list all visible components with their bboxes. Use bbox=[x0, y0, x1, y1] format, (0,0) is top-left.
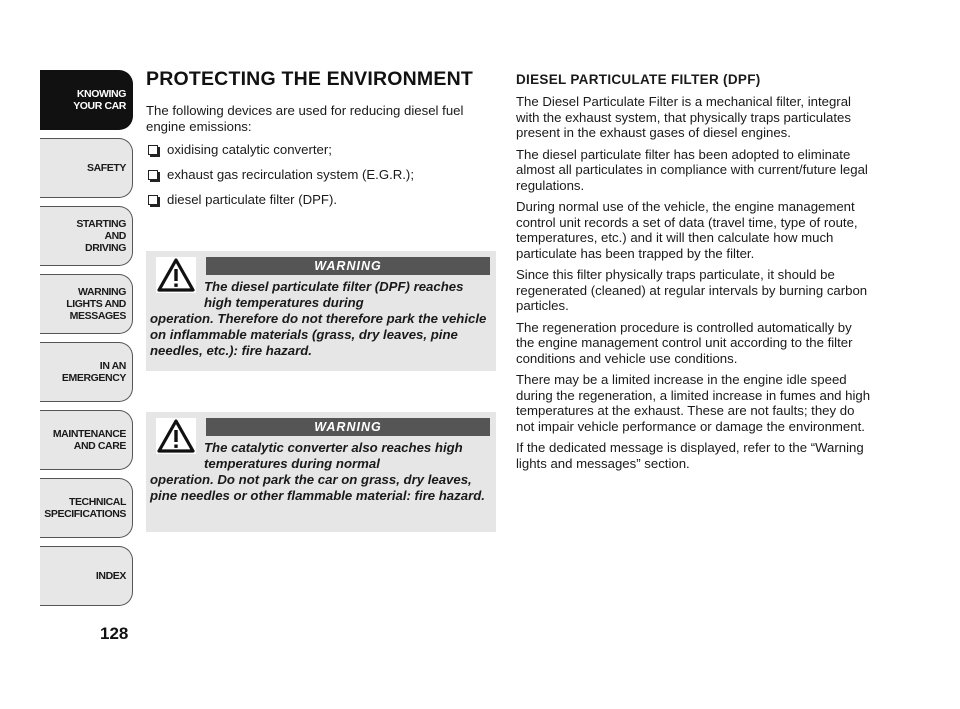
tab-label: INDEX bbox=[95, 569, 126, 582]
tab-label: SAFETY bbox=[86, 161, 126, 174]
checkbox-bullet-icon bbox=[148, 145, 158, 155]
paragraph: Since this filter physically traps particulate, it should be regenerated (cleaned) at regular intervals by burning carbon particles. bbox=[516, 267, 868, 313]
tab-label: KNOWING YOUR CAR bbox=[73, 87, 126, 112]
paragraph: If the dedicated message is displayed, refer to the “Warning lights and messages” section. bbox=[516, 440, 864, 471]
section-title: DIESEL PARTICULATE FILTER (DPF) bbox=[516, 72, 761, 87]
list-item bbox=[146, 142, 496, 158]
warning-text bbox=[150, 279, 490, 359]
intro-text: The following devices are used for reducing diesel fuel engine emissions: bbox=[146, 103, 464, 134]
tab-label: WARNING LIGHTS AND MESSAGES bbox=[66, 285, 126, 323]
list-item-text: oxidising catalytic converter; bbox=[167, 142, 332, 157]
page-title: PROTECTING THE ENVIRONMENT bbox=[146, 68, 473, 90]
environment-section bbox=[146, 68, 496, 217]
tab-label: MAINTENANCE AND CARE bbox=[52, 427, 126, 452]
tab-technical-specifications[interactable] bbox=[40, 478, 133, 538]
paragraph: There may be a limited increase in the engine idle speed during the regeneration, a limited increase in fumes and high temperatures at the exhaust. These are not faults; they do not impair vehicle performance or damage the environment. bbox=[516, 372, 871, 434]
warning-triangle-icon bbox=[156, 418, 196, 454]
warning-box-catalytic bbox=[146, 412, 496, 532]
checkbox-bullet-icon bbox=[148, 170, 158, 180]
warning-text-first: The diesel particulate filter (DPF) reaches high temperatures during bbox=[204, 279, 464, 310]
warning-text-first: The catalytic converter also reaches high temperatures during normal bbox=[204, 440, 463, 471]
tab-safety[interactable] bbox=[40, 138, 133, 198]
paragraph: During normal use of the vehicle, the engine management control unit records a set of data (travel time, type of route, temperatures, etc.) and it will then calculate how much particulate has been trapped by the filter. bbox=[516, 199, 858, 261]
list-item bbox=[146, 167, 496, 183]
tab-label: IN AN EMERGENCY bbox=[61, 359, 126, 384]
tab-index[interactable] bbox=[40, 546, 133, 606]
warning-text-rest: operation. Therefore do not therefore park the vehicle on inflammable materials (grass, dry leaves, pine needles, etc.): fire hazard. bbox=[150, 311, 487, 358]
list-item bbox=[146, 192, 496, 208]
warning-text-rest: operation. Do not park the car on grass, dry leaves, pine needles or other flammable material: fire hazard. bbox=[150, 472, 485, 503]
dpf-section bbox=[516, 72, 871, 477]
paragraph: The diesel particulate filter has been adopted to eliminate almost all particulates in compliance with current/future legal regulations. bbox=[516, 146, 868, 193]
warning-heading: WARNING bbox=[206, 418, 490, 436]
warning-box-dpf bbox=[146, 251, 496, 371]
page-number: 128 bbox=[100, 624, 129, 643]
tab-in-an-emergency[interactable] bbox=[40, 342, 133, 402]
tab-warning-lights-and-messages[interactable] bbox=[40, 274, 133, 334]
tab-starting-and-driving[interactable] bbox=[40, 206, 133, 266]
tab-maintenance-and-care[interactable] bbox=[40, 410, 133, 470]
chapter-tabs bbox=[40, 70, 133, 614]
list-item-text: diesel particulate filter (DPF). bbox=[167, 192, 338, 207]
paragraph: The Diesel Particulate Filter is a mechanical filter, integral with the exhaust system, that physically traps particulates present in the exhaust gases of diesel engines. bbox=[516, 94, 851, 140]
tab-knowing-your-car[interactable] bbox=[40, 70, 133, 130]
checkbox-bullet-icon bbox=[148, 195, 158, 205]
paragraph: The regeneration procedure is controlled automatically by the engine management control unit according to the filter conditions and vehicle use conditions. bbox=[516, 319, 853, 366]
list-item-text: exhaust gas recirculation system (E.G.R.); bbox=[167, 167, 414, 182]
warning-text bbox=[150, 440, 490, 504]
tab-label: STARTING AND DRIVING bbox=[76, 217, 126, 255]
warning-triangle-icon bbox=[156, 257, 196, 293]
warning-heading: WARNING bbox=[206, 257, 490, 275]
tab-label: TECHNICAL SPECIFICATIONS bbox=[44, 495, 126, 520]
